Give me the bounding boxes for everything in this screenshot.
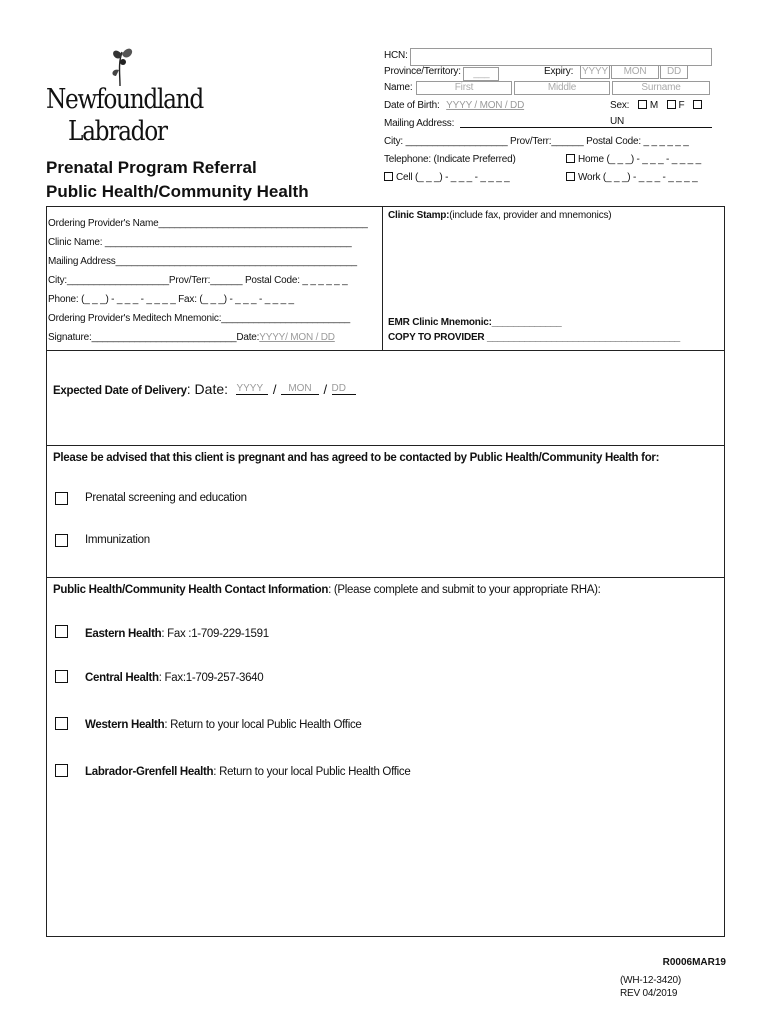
expiry-mon-field[interactable]: MON [611, 65, 659, 79]
expiry-dd-field[interactable]: DD [660, 65, 688, 79]
sex-label: Sex: [610, 100, 630, 111]
signature-date-field[interactable]: YYYY/ MON / DD [259, 332, 335, 343]
mailing-row [384, 116, 714, 134]
central-health-row [85, 672, 263, 684]
cell-checkbox[interactable] [384, 172, 393, 181]
hcn-row [384, 48, 714, 64]
provider-box [46, 206, 383, 351]
western-health-row [85, 719, 362, 731]
contact-section [46, 577, 725, 937]
immunization-label: Immunization [85, 534, 150, 546]
mailing-label: Mailing Address: [384, 118, 455, 129]
delivery-label: Expected Date of Delivery [53, 385, 187, 397]
copy-to-provider-field[interactable]: COPY TO PROVIDER ____________________________________ [388, 332, 681, 343]
home-label: Home (_ _ _) - _ _ _ - _ _ _ _ [578, 154, 701, 165]
provider-city-field[interactable]: City:___________________Prov/Terr:______ Postal Code: _ _ _ _ _ _ [48, 275, 348, 286]
central-health-name: Central Health [85, 672, 159, 684]
province-label: Province/Territory: [384, 66, 461, 77]
prenatal-screening-label: Prenatal screening and education [85, 492, 247, 504]
delivery-date-prefix: : Date: [186, 381, 229, 397]
provider-mailing-field[interactable]: Mailing Address_____________________________________________ [48, 256, 357, 267]
eastern-health-detail: : Fax :1-709-229-1591 [161, 628, 269, 640]
contact-heading [53, 584, 601, 596]
form-number: (WH-12-3420) [620, 975, 681, 986]
clinic-stamp-label: Clinic Stamp: [388, 210, 450, 221]
cell-phone[interactable] [384, 172, 510, 183]
home-phone[interactable] [566, 152, 701, 168]
clinic-stamp-note: (include fax, provider and mnemonics) [449, 210, 612, 221]
clinic-stamp-box [382, 206, 725, 351]
labrador-grenfell-health-row [85, 766, 410, 778]
eastern-health-row [85, 628, 269, 640]
sex-f-checkbox[interactable] [667, 100, 676, 109]
sex-m-checkbox[interactable] [638, 100, 647, 109]
advised-section [46, 445, 725, 578]
first-name-field[interactable]: First [416, 81, 512, 95]
contact-heading-bold: Public Health/Community Health Contact Information [53, 584, 329, 596]
provider-phone-field[interactable]: Phone: (_ _ _) - _ _ _ - _ _ _ _ Fax: (_ _ _) - _ _ _ - _ _ _ _ [48, 294, 294, 305]
form-title [46, 156, 309, 204]
middle-name-field[interactable]: Middle [514, 81, 610, 95]
surname-field[interactable]: Surname [612, 81, 710, 95]
patient-info [384, 48, 714, 188]
city-row[interactable]: City: ___________________ Prov/Terr:______ Postal Code: _ _ _ _ _ _ [384, 136, 689, 147]
logo [46, 44, 203, 152]
delivery-yyyy-field[interactable]: YYYY [236, 383, 268, 395]
western-health-detail: : Return to your local Public Health Office [164, 719, 362, 731]
eastern-health-name: Eastern Health [85, 628, 162, 640]
province-field[interactable]: ___ [463, 67, 499, 81]
sex-un-checkbox[interactable] [693, 100, 702, 109]
cell-work-row [384, 170, 714, 188]
delivery-row: Expected Date of Delivery: Date: YYYY / MON / DD [53, 381, 356, 399]
labrador-grenfell-health-checkbox[interactable] [55, 764, 68, 777]
sex-un-label: UN [610, 116, 625, 127]
labrador-grenfell-health-detail: : Return to your local Public Health Office [213, 766, 411, 778]
central-health-checkbox[interactable] [55, 670, 68, 683]
logo-text-newfoundland: Newfoundland [46, 84, 203, 115]
provider-mnemonic-field[interactable]: Ordering Provider's Meditech Mnemonic:________________________ [48, 313, 350, 324]
work-label: Work (_ _ _) - _ _ _ - _ _ _ _ [578, 172, 698, 183]
form-revision: REV 04/2019 [620, 988, 678, 999]
dob-field[interactable]: YYYY / MON / DD [446, 100, 525, 111]
clinic-name-field[interactable]: Clinic Name: ______________________________________________ [48, 237, 352, 248]
emr-mnemonic-field[interactable]: EMR Clinic Mnemonic:_____________ [388, 317, 562, 328]
immunization-checkbox[interactable] [55, 534, 68, 547]
sex-f-label: F [678, 100, 685, 111]
signature-field[interactable]: Signature:___________________________Date: [48, 332, 260, 343]
clinic-stamp-heading [388, 210, 611, 221]
delivery-dd-field[interactable]: DD [332, 383, 356, 395]
delivery-mon-field[interactable]: MON [281, 383, 319, 395]
title-line-1: Prenatal Program Referral [46, 158, 257, 177]
flower-logo-icon [102, 44, 142, 88]
signature-row [48, 328, 368, 347]
dob-label: Date of Birth: [384, 100, 440, 111]
delivery-section [46, 350, 725, 446]
form-code: R0006MAR19 [662, 957, 726, 968]
expiry-yyyy-field[interactable]: YYYY [580, 65, 610, 79]
telephone-label: Telephone: (Indicate Preferred) [384, 154, 516, 165]
provider-name-field[interactable]: Ordering Provider's Name_______________________________________ [48, 218, 368, 229]
contact-heading-rest: : (Please complete and submit to your appropriate RHA): [328, 584, 601, 596]
logo-text-labrador: Labrador [68, 116, 167, 147]
province-row [384, 64, 714, 80]
work-phone[interactable] [566, 170, 697, 186]
title-line-2: Public Health/Community Health [46, 182, 309, 201]
labrador-grenfell-health-name: Labrador-Grenfell Health [85, 766, 214, 778]
prenatal-screening-checkbox[interactable] [55, 492, 68, 505]
hcn-label: HCN: [384, 50, 408, 61]
cell-label: Cell (_ _ _) - _ _ _ - _ _ _ _ [396, 172, 510, 183]
home-checkbox[interactable] [566, 154, 575, 163]
sex-m-label: M [649, 100, 658, 111]
central-health-detail: : Fax:1-709-257-3640 [158, 672, 264, 684]
western-health-name: Western Health [85, 719, 165, 731]
name-row [384, 80, 714, 98]
telephone-row [384, 152, 714, 170]
expiry-label: Expiry: [544, 66, 574, 77]
name-label: Name: [384, 82, 413, 93]
work-checkbox[interactable] [566, 172, 575, 181]
eastern-health-checkbox[interactable] [55, 625, 68, 638]
advised-text: Please be advised that this client is pregnant and has agreed to be contacted by Public Health/Community Health for: [53, 452, 660, 464]
mailing-field[interactable] [460, 127, 712, 128]
western-health-checkbox[interactable] [55, 717, 68, 730]
